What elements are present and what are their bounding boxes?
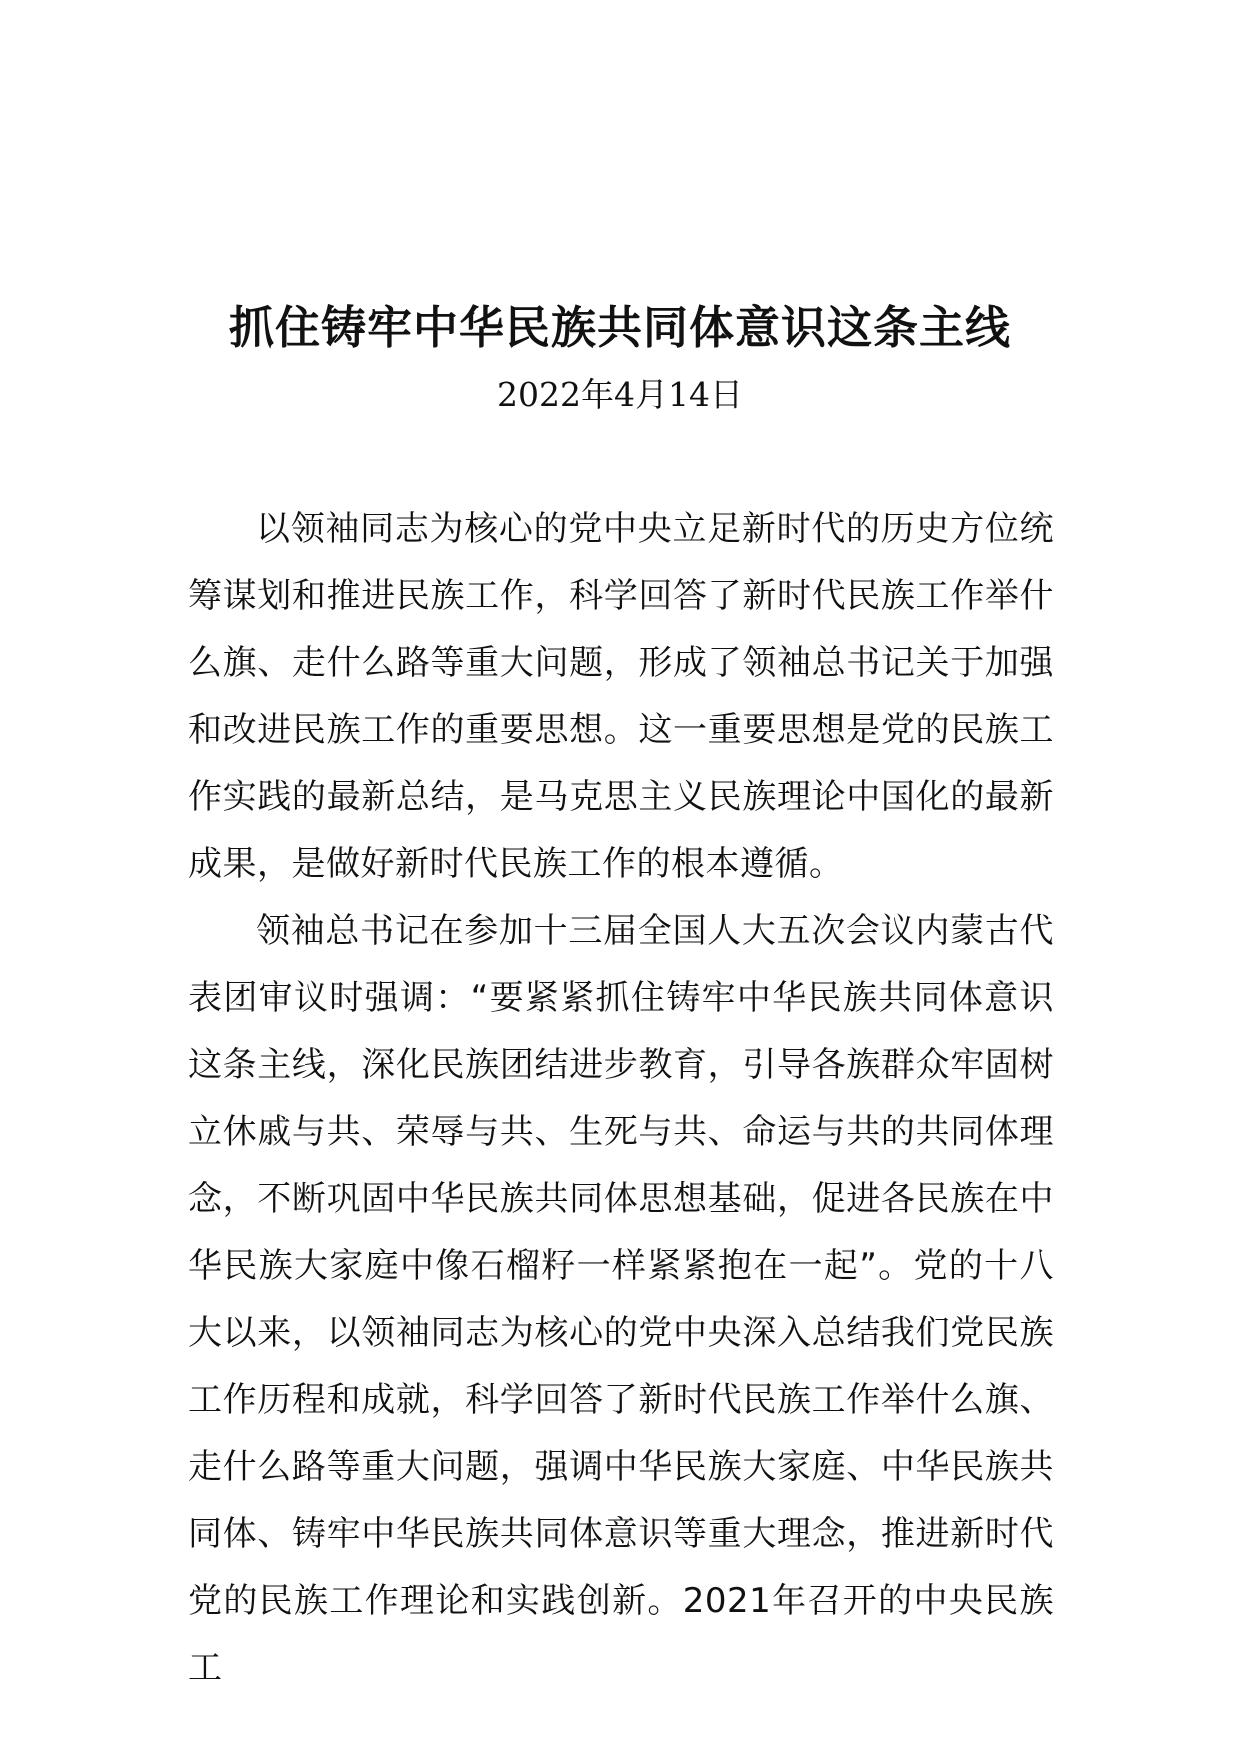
paragraph-1: 以领袖同志为核心的党中央立足新时代的历史方位统筹谋划和推进民族工作，科学回答了新时代民族工作举什么旗、走什么路等重大问题，形成了领袖总书记关于加强和改进民族工作的重要思想。这一重要思想是党的民族工作实践的最新总结，是马克思主义民族理论中国化的最新成果，是做好新时代民族工作的根本遵循。 <box>188 509 1054 884</box>
document-body <box>188 496 1054 1702</box>
paragraph-2: 领袖总书记在参加十三届全国人大五次会议内蒙古代表团审议时强调：“要紧紧抓住铸牢中华民族共同体意识这条主线，深化民族团结进步教育，引导各族群众牢固树立休戚与共、荣辱与共、生死与共、命运与共的共同体理念，不断巩固中华民族共同体思想基础，促进各民族在中华民族大家庭中像石榴籽一样紧紧抱在一起”。党的十八大以来，以领袖同志为核心的党中央深入总结我们党民族工作历程和成就，科学回答了新时代民族工作举什么旗、走什么路等重大问题，强调中华民族大家庭、中华民族共同体、铸牢中华民族共同体意识等重大理念，推进新时代党的民族工作理论和实践创新。2021年召开的中央民族工 <box>188 911 1054 1688</box>
document-title: 抓住铸牢中华民族共同体意识这条主线 <box>228 301 1011 354</box>
document-date: 2022年4月14日 <box>497 375 743 414</box>
